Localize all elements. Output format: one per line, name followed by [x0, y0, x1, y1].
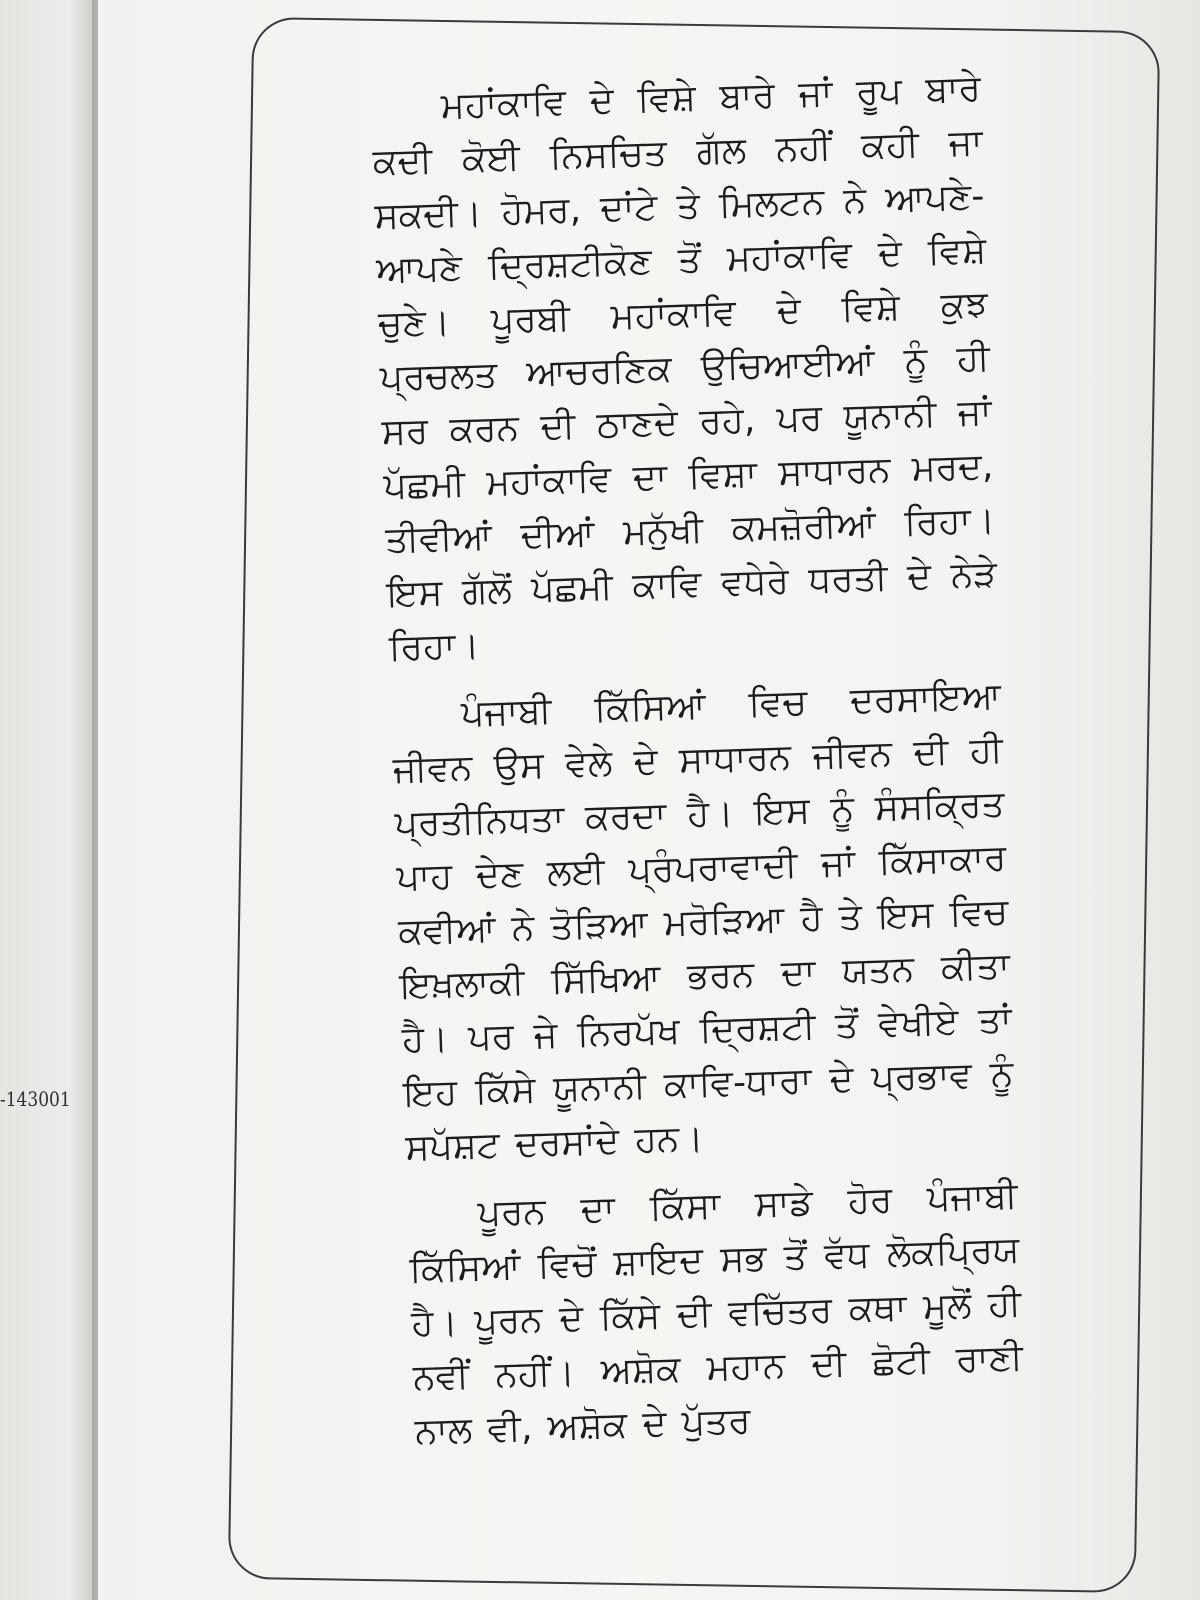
paragraph: ਮਹਾਂਕਾਵਿ ਦੇ ਵਿਸ਼ੇ ਬਾਰੇ ਜਾਂ ਰੂਪ ਬਾਰੇ ਕਦੀ ਕੋਈ ਨਿਸਚਿਤ ਗੱਲ ਨਹੀਂ ਕਹੀ ਜਾ ਸਕਦੀ। ਹੋਮਰ, ਦਾਂਟੇ ਤੇ ਮਿਲਟਨ ਨੇ ਆਪਣੇ-ਆਪਣੇ ਦ੍ਰਿਸ਼ਟੀਕੋਣ ਤੋਂ ਮਹਾਂਕਾਵਿ ਦੇ ਵਿਸ਼ੇ ਚੁਣੇ। ਪੂਰਬੀ ਮਹਾਂਕਾਵਿ ਦੇ ਵਿਸ਼ੇ ਕੁਝ ਪ੍ਰਚਲਤ ਆਚਰਣਿਕ ਉਚਿਆਈਆਂ ਨੂੰ ਹੀ ਸਰ ਕਰਨ ਦੀ ਠਾਣਦੇ ਰਹੇ, ਪਰ ਯੂਨਾਨੀ ਜਾਂ ਪੱਛਮੀ ਮਹਾਂਕਾਵਿ ਦਾ ਵਿਸ਼ਾ ਸਾਧਾਰਨ ਮਰਦ, ਤੀਵੀਆਂ ਦੀਆਂ ਮਨੁੱਖੀ ਕਮਜ਼ੋਰੀਆਂ ਰਿਹਾ। ਇਸ ਗੱਲੋਂ ਪੱਛਮੀ ਕਾਵਿ ਵਧੇਰੇ ਧਰਤੀ ਦੇ ਨੇੜੇ ਰਿਹਾ।: [372, 67, 998, 669]
previous-page-code: -143001: [0, 1088, 71, 1112]
paragraph: ਪੰਜਾਬੀ ਕਿੱਸਿਆਂ ਵਿਚ ਦਰਸਾਇਆ ਜੀਵਨ ਉਸ ਵੇਲੇ ਦੇ ਸਾਧਾਰਨ ਜੀਵਨ ਦੀ ਹੀ ਪ੍ਰਤੀਨਿਧਤਾ ਕਰਦਾ ਹੈ। ਇਸ ਨੂੰ ਸੰਸਕ੍ਰਿਤ ਪਾਹ ਦੇਣ ਲਈ ਪ੍ਰੰਪਰਾਵਾਦੀ ਜਾਂ ਕਿੱਸਾਕਾਰ ਕਵੀਆਂ ਨੇ ਤੋੜਿਆ ਮਰੋੜਿਆ ਹੈ ਤੇ ਇਸ ਵਿਚ ਇਖ਼ਲਾਕੀ ਸਿੱਖਿਆ ਭਰਨ ਦਾ ਯਤਨ ਕੀਤਾ ਹੈ। ਪਰ ਜੇ ਨਿਰਪੱਖ ਦ੍ਰਿਸ਼ਟੀ ਤੋਂ ਵੇਖੀਏ ਤਾਂ ਇਹ ਕਿੱਸੇ ਯੂਨਾਨੀ ਕਾਵਿ-ਧਾਰਾ ਦੇ ਪ੍ਰਭਾਵ ਨੂੰ ਸਪੱਸ਼ਟ ਦਰਸਾਂਦੇ ਹਨ।: [392, 675, 1015, 1169]
right-page: [98, 0, 1200, 1600]
paragraph: ਪੂਰਨ ਦਾ ਕਿੱਸਾ ਸਾਡੇ ਹੋਰ ਪੰਜਾਬੀ ਕਿੱਸਿਆਂ ਵਿਚੋਂ ਸ਼ਾਇਦ ਸਭ ਤੋਂ ਵੱਧ ਲੋਕਪ੍ਰਿਯ ਹੈ। ਪੂਰਨ ਦੇ ਕਿੱਸੇ ਦੀ ਵਚਿੱਤਰ ਕਥਾ ਮੂਲੋਂ ਹੀ ਨਵੀਂ ਨਹੀਂ। ਅਸ਼ੋਕ ਮਹਾਨ ਦੀ ਛੋਟੀ ਰਾਣੀ ਨਾਲ ਵੀ, ਅਸ਼ੋਕ ਦੇ ਪੁੱਤਰ: [408, 1175, 1024, 1453]
text-block: [370, 62, 1026, 1473]
left-page: [0, 0, 98, 1600]
